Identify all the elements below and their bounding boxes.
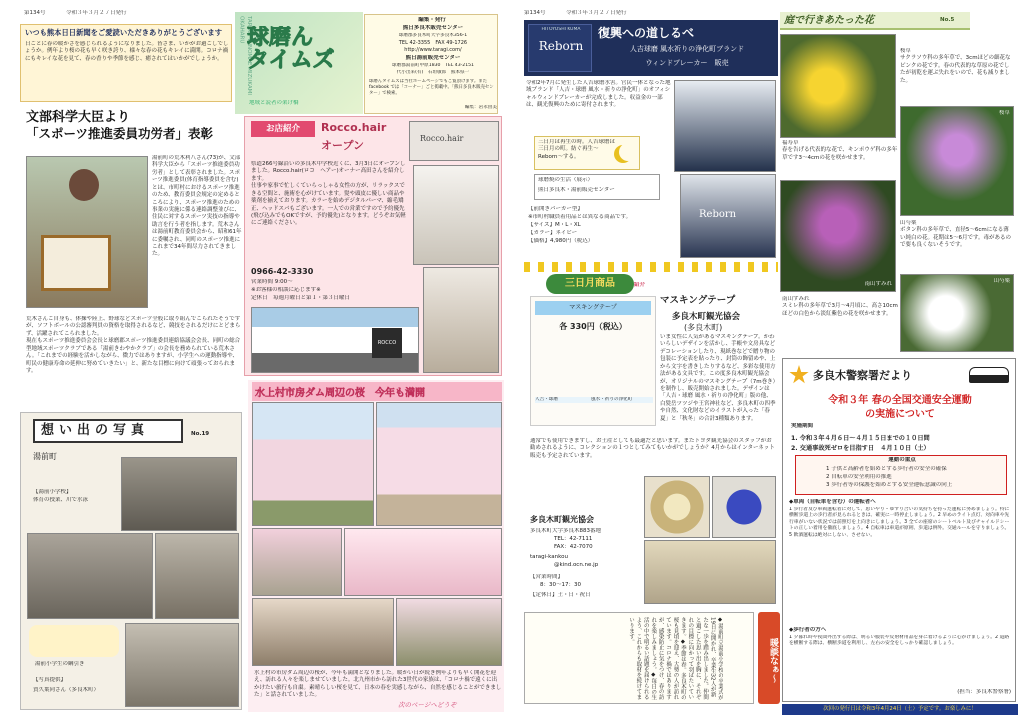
reborn-price: 【価格】4,980円（税込） bbox=[528, 238, 594, 244]
footer-notice: 次回の発行日は令和3年4月24日（土）予定です。お楽しみに！ bbox=[782, 704, 1018, 715]
police-badge-icon bbox=[789, 365, 809, 385]
next-page-link[interactable]: 次のページへどうぞ bbox=[398, 701, 457, 709]
masking-body2: 通常でも使用できますし、お土産としても最適だと思います。またトヨダ観光協会のスタッフがお勧めされるように、コレクションの１つとしてみてもいかがでしょうか？4月からはインターネット販売も予定されています。 bbox=[530, 438, 775, 459]
publisher-editor: 編集：岩永由美 bbox=[464, 105, 497, 110]
memories-photo-field bbox=[125, 623, 239, 707]
issue-number: 第134号 bbox=[24, 10, 46, 16]
right-page bbox=[512, 0, 1024, 717]
reborn-sub1: 人吉球磨 風水祈りの浄化町ブランド bbox=[629, 45, 745, 53]
masking-org: 多良木町観光協会 bbox=[672, 312, 741, 322]
police-car-icon bbox=[969, 367, 1009, 383]
police-focus-1: 1 子供と高齢者を始めとする歩行者の安全の確保 bbox=[826, 466, 947, 472]
flower-shakuyaku-photo bbox=[900, 274, 1014, 352]
rocco-tag: お店紹介 bbox=[251, 121, 315, 137]
reborn-logo-box bbox=[528, 24, 592, 72]
memories-cap3a: 【写真提供】 bbox=[33, 677, 67, 683]
reborn-header bbox=[524, 20, 778, 76]
masking-fax: FAX：42-7070 bbox=[554, 544, 593, 550]
reborn-note-title: 【前開きパーカー型】 bbox=[528, 206, 583, 212]
memories-photo-tug bbox=[155, 533, 239, 619]
rocco-hours: 営業時間 9:00〜 bbox=[251, 279, 293, 285]
masking-hours-title: 【営業時間】 bbox=[530, 574, 564, 580]
memories-cap2: 湯前小学生の綱引き bbox=[35, 661, 85, 667]
rocco-open: オープン bbox=[321, 139, 365, 152]
reborn-shop-box bbox=[534, 174, 660, 200]
sports-body2: 荒木さんご自身も、体操や陸上、野球などスポーツ全般に取り組んでこられたそうですが、ソフトボールの公認審判員の資格を取得されるなど、競技をされるだけにとどまらず、活躍されてこられました。 現在もスポーツ推進委員会会長と球磨郡スポーツ推進委員連絡協議会会長、同町の総合型地域スポーツクラブである「湯前きわやかクラブ」の会長を務められている荒木さん。「これまでの経験を活かしながら、微力ではありますが、小学生への運動指導や、町民の健康寿命の延伸に努めていきたい」と、新たな目標に向けて頑張っておられます。 bbox=[26, 316, 241, 374]
rocco-hours-note: ※お客様の相談に応じます※ bbox=[251, 287, 321, 293]
issue-date-right: 令和３年３月２７日発行 bbox=[566, 10, 627, 16]
sakura-section bbox=[248, 380, 504, 712]
rocco-tel: 0966-42-3330 bbox=[251, 267, 314, 276]
sakura-body: 水上村の市房ダム周辺の桜が、今年も満開となりました。暖かい日が続き例年よりも早く開花を迎え、訪れる人々を楽しませていました。北九州市から訪れた3世代の家族は、「コロナ禍で遠くに出かけたい旅行も自粛。素晴らしい桜を見て、日本の春を実感しながら、自然を感じることができました」と話されていました。 bbox=[254, 670, 502, 699]
reborn-moon-box bbox=[534, 136, 640, 170]
memories-photo-swim bbox=[27, 533, 153, 619]
police-sign: (担当：多良木警察署) bbox=[957, 689, 1011, 695]
publisher-note: 球磨んタイムズは当社ホームページでもご覧頂けます。また facebook では「コーナー」ごと掲載中。「熊日多良木販売センター」で検索。 bbox=[369, 79, 494, 96]
greeting-box bbox=[20, 24, 232, 102]
issue-number-right: 第134号 bbox=[524, 10, 546, 16]
sakura-photo-family bbox=[252, 598, 394, 666]
rocco-interior-photo bbox=[413, 165, 499, 265]
police-headline2: の実施について bbox=[865, 409, 935, 420]
police-title: 多良木警察署だより bbox=[813, 369, 912, 382]
sakura-photo-visitors bbox=[396, 598, 502, 666]
memories-photo-river bbox=[121, 457, 237, 531]
publisher-label: 編集・発行 bbox=[418, 17, 446, 23]
rocco-holiday: 定休日 毎週月曜日と第１・第３日曜日 bbox=[251, 295, 351, 301]
flower-sakurasou-tag: 桜草 bbox=[998, 110, 1010, 116]
greeting-title: いつも熊本日日新聞をご愛読いただきありがとうございます bbox=[25, 28, 223, 37]
police-ped-title: ◆歩行者の方へ bbox=[789, 627, 827, 633]
greeting-body: 日ごとに春の暖かさを感じられるようになりました。皆さま、いかがお過ごしでしょうか。例年より桜の花も早く咲き誇り、様々な春の花もキレイに満開。コロナ禍にもキレイな花を見て、春の香りや季節を感じ、癒されてはいかがでしょうか。 bbox=[25, 41, 229, 62]
rocco-body: 県道266号線沿いの多良木中学校近くに、3月3日にオープンしました。Rocco.hair(ロコ ヘアー)オーナー高田さんを紹介します。 仕事や家事で忙しくていらっしゃる女性の方が、リラックスできる空間と、施術を心がけています。髪や頭皮に優しい商品や薬剤を揃えております。カラーを始めデジタルパーマ、縮毛矯正、ヘッドスパもございます。一人での営業ですので予約優先(飛び込みでもOKですが、予約優先)となります。どうぞお気軽にご連絡ください。 bbox=[251, 161, 406, 227]
police-car-body: 1 歩行者及び車両運転者に対して、思いやり・ゆずり合いの気持ちを持った運転に努めましょう。特に横断歩道上の歩行者が見られるときは、確実に一時停止しましょう。2 早めのライト点灯、対向車や先行車がいない状況では前照灯を上向きにしましょう。3 全ての座席のシートベルト及びチャイルドシートの正しい着用を徹底しましょう。4 自転車は車道が原則、歩道は例外。交通ルールを守りましょう。5 飲酒運転は絶対にしない、させない。 bbox=[789, 507, 1010, 538]
tape-rolls-photo-1 bbox=[644, 476, 710, 538]
reborn-shop: 熊日多良木・湯前販売センター bbox=[538, 187, 615, 193]
masking-price: 各 330円（税込） bbox=[559, 322, 627, 331]
masking-org-sub: (多良木町) bbox=[684, 323, 723, 332]
flower-sumire-photo bbox=[780, 180, 896, 292]
reborn-color: 【カラー】ネイビー bbox=[528, 230, 578, 236]
masthead-romaji: TARAGI YUNOMAE MIZUKAMI OKAHARU bbox=[238, 16, 252, 95]
house-sign-board: ROCCO bbox=[372, 328, 402, 358]
issue-date: 令和３年３月２７日発行 bbox=[66, 10, 127, 16]
danwa-section bbox=[524, 612, 754, 704]
publisher-url[interactable]: http://www.taragi.com/ bbox=[404, 47, 462, 53]
person-head-icon bbox=[69, 169, 99, 201]
publisher-name2: 熊日湯前販売センター bbox=[405, 55, 461, 61]
flower-shakuyaku-tag: 山芍薬 bbox=[993, 278, 1010, 284]
flowers-no: No.5 bbox=[940, 17, 955, 23]
sports-title2: 「スポーツ推進委員功労者」表彰 bbox=[26, 126, 214, 141]
masking-product-card bbox=[530, 296, 656, 426]
danwa-title: 暖談なぁ〜 bbox=[758, 612, 780, 704]
jacket-back-photo bbox=[680, 174, 776, 258]
masking-section bbox=[524, 262, 778, 608]
publisher-addr1: 球磨郡多良木町大字多良木356-1 bbox=[398, 33, 468, 38]
masking-mail2[interactable]: @kind.ocn.ne.jp bbox=[554, 562, 599, 568]
sports-title1: 文部科学大臣より bbox=[26, 110, 131, 125]
masking-row2: 風水・祈りの浄化町 bbox=[591, 397, 653, 403]
masking-hours: 8：30〜17：30 bbox=[540, 582, 581, 588]
sakura-photo-path bbox=[252, 528, 342, 596]
tape-rolls-photo-2 bbox=[712, 476, 776, 538]
police-focus-2: 2 自転車の安全利用の推進 bbox=[826, 474, 892, 480]
publisher-box bbox=[364, 14, 498, 114]
sakura-photo-dam bbox=[252, 402, 374, 526]
flower-sumire-text: 南山すみれ スミレ科の多年草で3月〜4月頃に、高さ10cmほどの白色から淡紅紫色の花を咲かせます。 bbox=[782, 296, 898, 317]
sakura-photo-trees bbox=[376, 402, 502, 526]
certificate-frame-icon bbox=[41, 235, 111, 291]
sakura-photo-blossom bbox=[344, 528, 502, 596]
moon-row-decoration bbox=[524, 262, 778, 272]
masking-mail1[interactable]: taragi-kankou bbox=[530, 554, 568, 560]
police-focus-box bbox=[795, 455, 1007, 495]
flower-sakurasou-text: 桜草 サクラソウ科の多年草で、3cmほどの細花なピンクの花です。春の代表的な草原の花でしたが初乾を運ぶ失れをいので、花も減りました。 bbox=[900, 48, 1011, 84]
rocco-sign-text: Rocco.hair bbox=[420, 134, 464, 143]
memories-cap1a: 【湯前小学校】 bbox=[33, 489, 72, 495]
memories-no: No.19 bbox=[191, 431, 210, 437]
masking-title: マスキングテープ bbox=[660, 295, 736, 306]
rocco-name: Rocco.hair bbox=[321, 121, 387, 134]
publisher-addr2: 球磨郡湯前町中原1830 TEL 43-2151 bbox=[392, 63, 474, 68]
masthead-title: 球磨ん タイムズ bbox=[247, 26, 335, 73]
police-headline1: 令和３年 春の全国交通安全運動 bbox=[828, 395, 972, 406]
jacket-front-photo bbox=[674, 80, 776, 172]
flower-sakurasou-photo bbox=[900, 106, 1014, 216]
sakura-title: 水上村市房ダム周辺の桜 今年も満開 bbox=[252, 382, 502, 401]
masking-tel: TEL：42-7111 bbox=[554, 536, 593, 542]
masthead-sub: 地域と読者の架け橋 bbox=[249, 100, 299, 106]
memories-cap1b: 体育の授業、川で水泳 bbox=[33, 497, 89, 503]
flowers-title: 庭で行きあたった花 bbox=[780, 12, 970, 30]
flower-adonis-photo bbox=[780, 34, 896, 138]
reborn-shop-label: 球磨焼の生活（展示） bbox=[538, 177, 594, 183]
reborn-title: 復興への道しるべ bbox=[598, 26, 695, 40]
kids-illustration bbox=[29, 625, 119, 657]
publisher-tel1: TEL 42-3355 FAX 49-1726 bbox=[398, 40, 468, 46]
police-section bbox=[782, 358, 1016, 702]
flower-sumire-tag: 南山すみれ bbox=[864, 280, 892, 287]
rocco-sign-photo bbox=[409, 121, 499, 161]
memories-title: 想い出の写真 bbox=[33, 419, 183, 443]
masking-tag: 三日月商品 bbox=[546, 274, 634, 294]
masking-tape-label: マスキングテープ bbox=[535, 301, 651, 315]
danwa-body: ◆湯前町立湯前小学校の卒業式が19日に開かれ、卒業生32人が新たな一歩を踏み出しました。仲間と過ごした思い出を胸に、それぞれの目標に向かって羽ばたいていきます。◆季節は春。多良木町の桜も見頃を迎え、大勢の人が訪れています。コロナ禍ではありますが、感染防止に気をつけ、春の訪れを楽しみましょう。◆毎日の生活の中で明るい話題を届けられるよう、これからも取材を続けてまいります。 bbox=[627, 617, 723, 700]
police-p1: 1. 令和３年４月６日〜４月１５日までの１０日間 bbox=[791, 435, 930, 442]
memories-cap3b: 賀久葉同さん（多良木町） bbox=[33, 687, 100, 693]
reborn-size: 【サイズ】M・L・XL bbox=[528, 222, 581, 228]
rocco-chair-photo bbox=[423, 267, 499, 373]
flower-adonis-text: 福寿草 春を告げる代表的な花で、キンポウゲ科の多年草です3〜4cmの花を咲かせます。 bbox=[782, 140, 898, 161]
sports-body1: 湯前町の荒木利八さん(73)が、文部科学大臣から「スポーツ推進委員功労者」として表彰されました。スポーツ推進委員(体育指導委員を含む)とは、市町村におけるスポーツ推進のため、教育委員会規定の定めるところにより、スポーツ推進のための事業の実施に係る連絡調整並びに、住民に対するスポーツ実技の指導や助言を行う者を指します。荒木さんは湯前町教育委員会から、昭和61年に委嘱され、同町のスポーツ推進にこれまで34年間尽力されてきました。 bbox=[152, 155, 242, 258]
rocco-house-photo bbox=[251, 307, 419, 373]
masking-holiday: 【定休日】土・日・祝日 bbox=[530, 592, 591, 598]
police-car-title: ◆車両（自転車を含む）の運転者へ bbox=[789, 499, 876, 505]
police-ped-body: 1 夕暮れ時や夜間外出する際は、明るい服装や反射材用品を身に着けるように心がけましょう。2 道路を横断する際は、横断歩道を利用し、左右の安全をしっかり確認しましょう。 bbox=[789, 635, 1010, 647]
police-focus-title: 運動の重点 bbox=[888, 457, 916, 463]
reborn-sub2: ウィンドブレーカー 販売 bbox=[645, 59, 729, 67]
certificate-photo bbox=[26, 156, 148, 308]
masthead bbox=[235, 12, 363, 114]
reborn-logo-sub: HITOYOSHI KUMA bbox=[541, 27, 581, 32]
masking-addr: 多良木町大字多良木883番地 bbox=[530, 528, 601, 534]
masking-row1: 人吉・球磨 bbox=[535, 397, 591, 403]
reborn-note: ※市町村職員着用品とは異なる商品です。 bbox=[528, 214, 632, 220]
publisher-addr3: 代小出来(有) 石垣敏郎 熊本県一 bbox=[396, 70, 470, 75]
police-focus-3: 3 歩行者等の保護を始めとする安全運転意識の向上 bbox=[826, 482, 953, 488]
memories-place: 湯前町 bbox=[33, 452, 57, 461]
memories-section bbox=[20, 412, 242, 710]
tape-rolls-photo-3 bbox=[644, 540, 776, 604]
publisher-name1: 熊日多良木販売センター bbox=[402, 25, 464, 31]
reborn-body: 令和2年7月に発生した人吉球磨水害。官民一体となった地域ブランド「人吉・球磨 風水・祈りの浄化町」のオフィシャルウィンドブレーカーが完成しました。収益金の一部は、観光復興のために寄付されます。 bbox=[526, 80, 671, 109]
crescent-moon-icon bbox=[619, 143, 637, 161]
rocco-section bbox=[244, 116, 502, 376]
police-period-title: 実施期間 bbox=[791, 423, 814, 429]
flowers-section bbox=[780, 12, 1016, 352]
masking-tag2: 紹介 bbox=[634, 282, 646, 288]
reborn-moon: 三日月は再生の時。人吉球磨は三日月の町。紡ぐ再生〜Reborn〜する。 bbox=[538, 139, 616, 160]
masking-addr-title: 多良木町観光協会 bbox=[530, 515, 594, 524]
jacket-back-print: Reborn bbox=[699, 209, 737, 220]
police-p2: 2. 交通事故死ゼロを目指す日 ４月１０日（土） bbox=[791, 445, 930, 452]
masking-body: いま女性に人気があるマスキングテープ。かわいらしいデザインを活かし、手帳や文房具などデコレーションしたり、現紙巻などで贈り物の包装に予定表を貼ったり、封筒の飾留めや、上から文字を書きしたりするなど、多彩な使用方法がある文具です。この度多良木町観光協会が、オリジナルのマスキングテープ（7m巻き）を制作し、販売開始されました。デザインは「人吉・球磨 風水・祈りの浄化町」版の他、白髪岳ツツジや王宮神社など、多良木町の四季や自然、文化財などのイラストが入った「春夏」と「秋冬」の合計3種類あります。 bbox=[660, 334, 776, 422]
reborn-logo: Reborn bbox=[538, 39, 584, 53]
flower-shakuyaku-text: 山芍薬 ボタン科の多年草で、直径5〜6cmになる薄い純白の花。花期は5〜6月です。毒があるので要も良くないそうです。 bbox=[900, 220, 1012, 249]
